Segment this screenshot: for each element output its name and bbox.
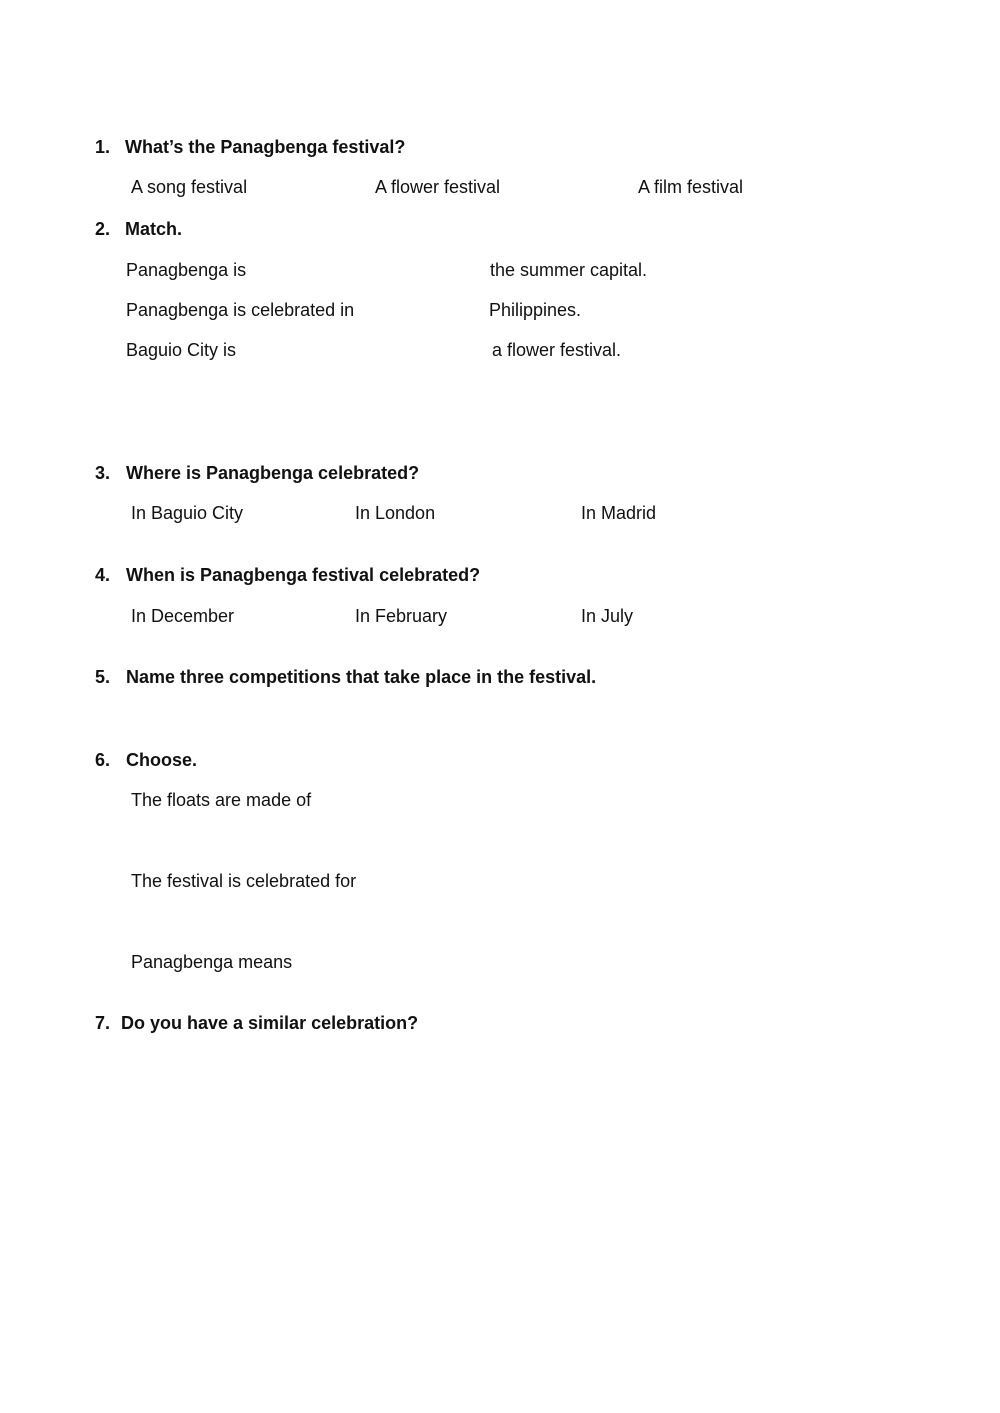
q6-prompt-1: The floats are made of xyxy=(131,790,312,810)
question-5 xyxy=(95,666,596,688)
match-right-3[interactable]: a flower festival. xyxy=(492,340,622,360)
question-7-text: Do you have a similar celebration? xyxy=(121,1013,419,1033)
match-right-1[interactable]: the summer capital. xyxy=(490,260,648,280)
q4-option-2[interactable]: In February xyxy=(355,606,448,626)
question-4 xyxy=(95,564,480,586)
question-3-number: 3. xyxy=(95,463,111,483)
match-left-1[interactable]: Panagbenga is xyxy=(126,260,247,280)
question-4-text: When is Panagbenga festival celebrated? xyxy=(126,565,481,585)
question-4-number: 4. xyxy=(95,565,111,585)
question-5-number: 5. xyxy=(95,667,111,687)
question-2-text: Match. xyxy=(125,219,183,239)
q4-option-1[interactable]: In December xyxy=(131,606,235,626)
question-6-text: Choose. xyxy=(126,750,198,770)
question-3-text: Where is Panagbenga celebrated? xyxy=(126,463,420,483)
question-6 xyxy=(95,749,197,771)
match-left-3[interactable]: Baguio City is xyxy=(126,340,237,360)
q1-option-3[interactable]: A film festival xyxy=(638,177,744,197)
question-6-number: 6. xyxy=(95,750,111,770)
match-right-2[interactable]: Philippines. xyxy=(489,300,582,320)
q1-option-1[interactable]: A song festival xyxy=(131,177,248,197)
q3-option-1[interactable]: In Baguio City xyxy=(131,503,244,523)
question-3 xyxy=(95,462,419,484)
match-left-2[interactable]: Panagbenga is celebrated in xyxy=(126,300,355,320)
q3-option-2[interactable]: In London xyxy=(355,503,436,523)
question-7-number: 7. xyxy=(95,1013,111,1033)
q6-prompt-2: The festival is celebrated for xyxy=(131,871,357,891)
q4-option-3[interactable]: In July xyxy=(581,606,634,626)
question-1-number: 1. xyxy=(95,137,111,157)
question-1-text: What’s the Panagbenga festival? xyxy=(125,137,406,157)
question-2 xyxy=(95,218,182,240)
question-2-number: 2. xyxy=(95,219,111,239)
question-5-text: Name three competitions that take place in the festival. xyxy=(126,667,597,687)
q3-option-3[interactable]: In Madrid xyxy=(581,503,657,523)
question-1 xyxy=(95,136,405,158)
question-7 xyxy=(95,1012,418,1034)
q6-prompt-3: Panagbenga means xyxy=(131,952,293,972)
q1-option-2[interactable]: A flower festival xyxy=(375,177,501,197)
